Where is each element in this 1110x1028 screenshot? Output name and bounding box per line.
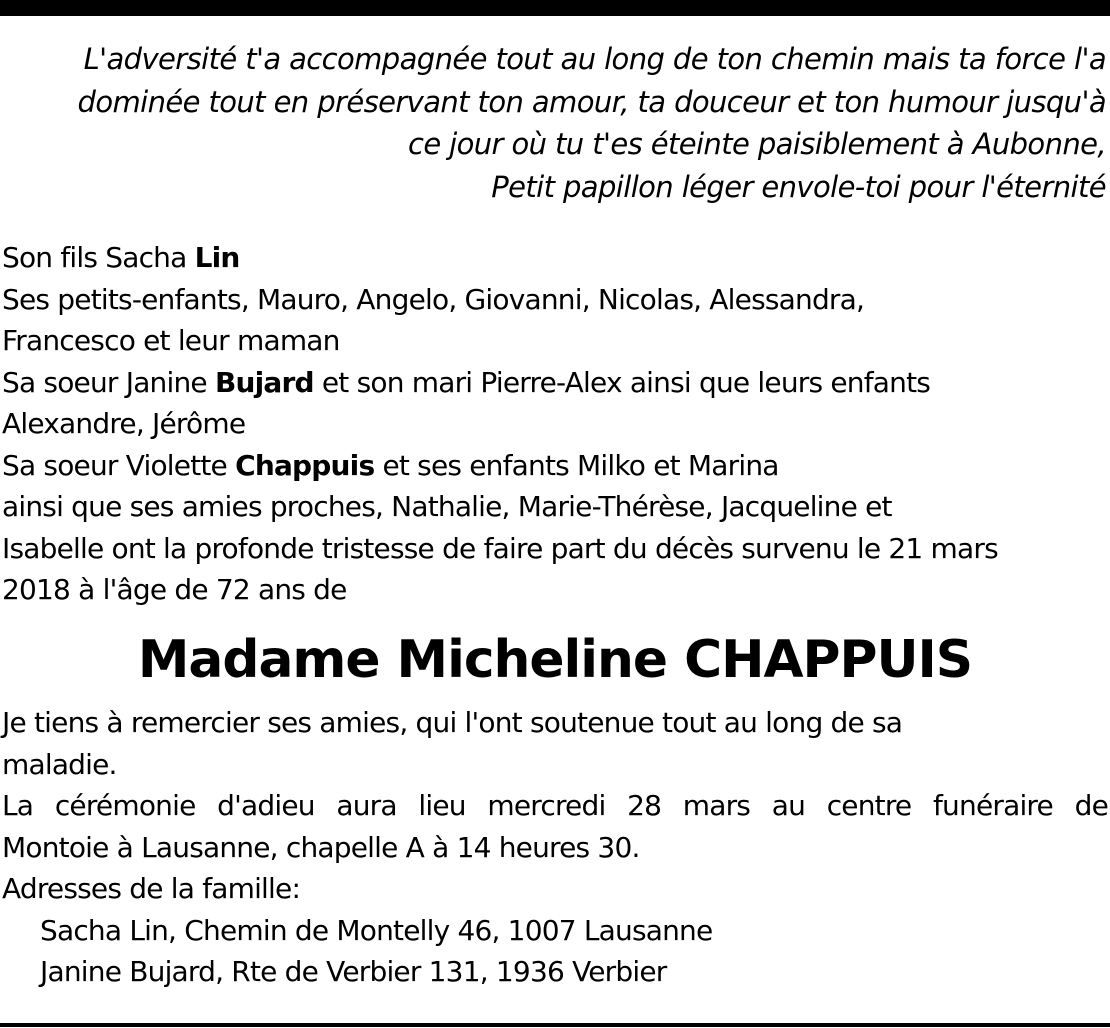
ceremony-word: funéraire	[933, 789, 1053, 822]
ceremony-word: mars	[682, 789, 751, 822]
closing-text	[2, 702, 1108, 993]
top-rule	[0, 0, 1110, 16]
ceremony-word: lieu	[418, 789, 466, 822]
epitaph-line: ce jour où tu t'es éteinte paisiblement à Aubonne,	[407, 127, 1106, 161]
epitaph-line: Petit papillon léger envole-toi pour l'éternité	[491, 169, 1106, 204]
son-surname: Lin	[194, 241, 240, 274]
ceremony-word: 28	[627, 789, 662, 822]
address-line: Janine Bujard, Rte de Verbier 131, 1936 Verbier	[40, 955, 667, 988]
ceremony-line	[2, 785, 1108, 827]
address-line: Sacha Lin, Chemin de Montelly 46, 1007 Lausanne	[40, 913, 713, 947]
sister2-line	[2, 445, 1108, 487]
sister2-surname: Chappuis	[235, 448, 375, 482]
friends-line: Isabelle ont la profonde tristesse de faire part du décès survenu le 21 mars	[2, 531, 998, 565]
ceremony-word: au	[771, 789, 806, 822]
sister2-prefix: Sa soeur Violette	[2, 448, 236, 482]
ceremony-word: aura	[336, 789, 397, 822]
ceremony-line: Montoie à Lausanne, chapelle A à 14 heures 30.	[2, 830, 640, 864]
friends-line: 2018 à l'âge de 72 ans de	[2, 573, 347, 606]
sister2-suffix: et ses enfants Milko et Marina	[374, 448, 779, 482]
son-prefix: Son fils Sacha	[2, 241, 195, 274]
grandchildren-line: Ses petits-enfants, Mauro, Angelo, Giovanni, Nicolas, Alessandra,	[2, 282, 865, 316]
ceremony-word: cérémonie	[54, 789, 196, 822]
epitaph-line: dominée tout en préservant ton amour, ta douceur et ton humour jusqu'à	[77, 84, 1106, 119]
grandchildren-line: Francesco et leur maman	[2, 324, 340, 357]
ceremony-word: d'adieu	[217, 789, 315, 822]
addresses-label: Adresses de la famille:	[2, 872, 301, 905]
ceremony-word: de	[1074, 789, 1108, 822]
sister1-children-line: Alexandre, Jérôme	[2, 407, 246, 440]
son-line	[2, 237, 1108, 279]
sister1-surname: Bujard	[214, 365, 314, 399]
sister1-line	[2, 362, 1108, 404]
ceremony-word: centre	[826, 789, 912, 822]
sister1-prefix: Sa soeur Janine	[2, 365, 215, 399]
epitaph-poem	[0, 38, 1106, 208]
ceremony-word: La	[2, 789, 34, 822]
thanks-line: maladie.	[2, 747, 117, 781]
family-announcement	[2, 237, 1108, 611]
bottom-rule	[0, 1023, 1110, 1027]
epitaph-line: L'adversité t'a accompagnée tout au long de ton chemin mais ta force l'a	[83, 42, 1106, 76]
deceased-name: Madame Micheline CHAPPUIS	[137, 630, 973, 690]
friends-line: ainsi que ses amies proches, Nathalie, Marie-Thérèse, Jacqueline et	[2, 490, 892, 523]
sister1-suffix: et son mari Pierre-Alex ainsi que leurs enfants	[313, 365, 931, 399]
thanks-line: Je tiens à remercier ses amies, qui l'ont soutenue tout au long de sa	[2, 706, 903, 739]
ceremony-word: mercredi	[487, 789, 606, 822]
